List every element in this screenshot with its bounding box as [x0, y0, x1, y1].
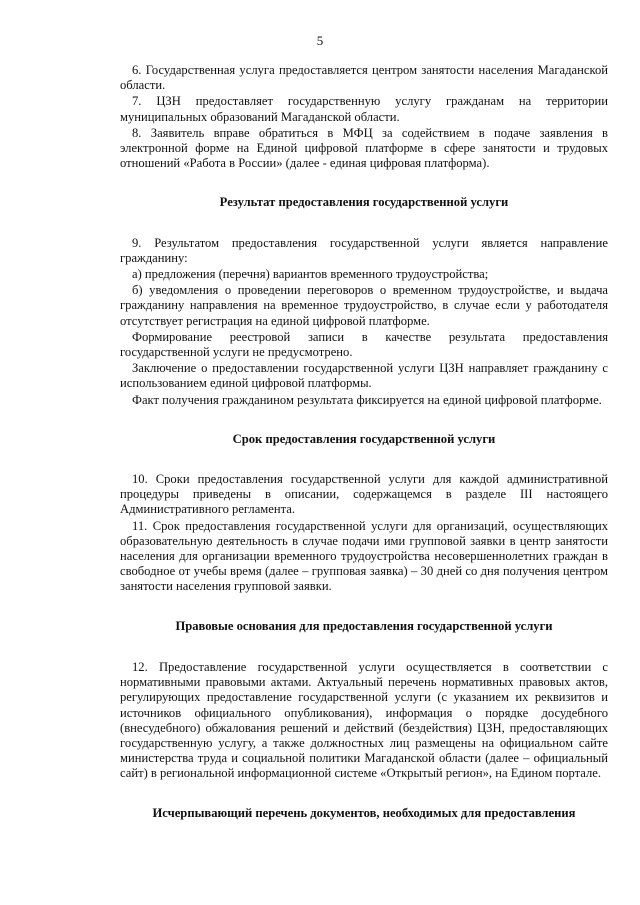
paragraph-registry: Формирование реестровой записи в качестве результата предоставления государственной услуги не предусмотрено. — [120, 329, 608, 360]
page-number: 5 — [316, 33, 324, 48]
paragraph-11: 11. Срок предоставления государственной услуги для организаций, осуществляющих образовательную деятельность в случае подачи ими групповой заявки в центр занятости населения для организации временного трудоустройства несовершеннолетних граждан в свободное от учебы время (далее – групповая заявка) – 30 дней со дня получения центром занятости населения групповой заявки. — [120, 518, 608, 594]
item-a: а) предложения (перечня) вариантов временного трудоустройства; — [132, 267, 489, 282]
paragraph-9: 9. Результатом предоставления государственной услуги является направление гражданину: — [120, 235, 608, 265]
paragraph-8: 8. Заявитель вправе обратиться в МФЦ за содействием в подаче заявления в электронной форме на Единой цифровой платформе в сфере занятости и трудовых отношений «Работа в России» (далее - единая цифровая платформа). — [120, 125, 608, 171]
paragraph-10: 10. Сроки предоставления государственной услуги для каждой административной процедуры приведены в описании, содержащемся в разделе III настоящего Административного регламента. — [120, 472, 608, 517]
paragraph-6: 6. Государственная услуга предоставляется центром занятости населения Магаданской области. — [120, 63, 608, 93]
paragraph-7: 7. ЦЗН предоставляет государственную услугу гражданам на территории муниципальных образований Магаданской области. — [120, 94, 608, 124]
heading-term: Срок предоставления государственной услуги — [232, 431, 496, 446]
heading-result: Результат предоставления государственной услуги — [219, 195, 509, 210]
item-b: б) уведомления о проведении переговоров о временном трудоустройстве, и выдача гражданину направления на временное трудоустройство, в случае если у работодателя отсутствует регистрация на единой цифровой платформе. — [120, 283, 608, 328]
page-content — [120, 63, 608, 846]
paragraph-fact: Факт получения гражданином результата фиксируется на единой цифровой платформе. — [132, 392, 602, 407]
paragraph-conclusion: Заключение о предоставлении государственной услуги ЦЗН направляет гражданину с использованием единой цифровой платформы. — [120, 361, 608, 391]
heading-legal: Правовые основания для предоставления государственной услуги — [175, 618, 553, 633]
paragraph-12: 12. Предоставление государственной услуги осуществляется в соответствии с нормативными правовыми актами. Актуальный перечень нормативных правовых актов, регулирующих предоставление государственной услуги (с указанием их реквизитов и источников официального опубликования), информация о порядке досудебного (внесудебного) обжалования решений и действий (бездействия) ЦЗН, предоставляющих государственную услугу, а также должностных лиц размещены на официальном сайте министерства труда и социальной политики Магаданской области (далее – официальный сайт) в региональной информационной системе «Открытый регион», на Едином портале. — [120, 659, 608, 781]
heading-documents: Исчерпывающий перечень документов, необходимых для предоставления — [152, 805, 576, 820]
